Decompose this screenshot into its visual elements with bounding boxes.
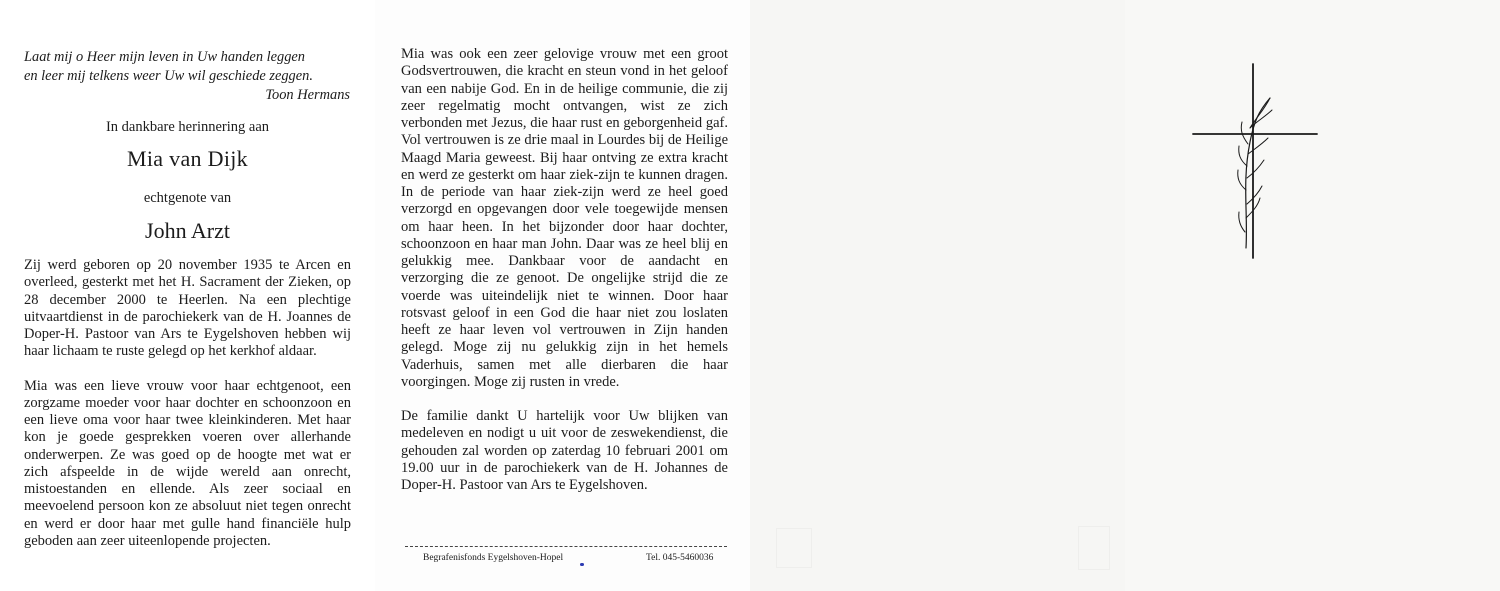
poem-line-2: en leer mij telkens weer Uw wil geschiede zeggen.: [24, 68, 313, 84]
back-panel: [750, 0, 1125, 591]
emboss-mark: [776, 528, 812, 568]
inner-left-panel: [0, 0, 375, 591]
spouse-name: John Arzt: [145, 218, 230, 243]
paragraph: Zij werd geboren op 20 november 1935 te Arcen en overleed, gesterkt met het H. Sacrament der Zieken, op 28 december 2000 te Heerlen. Na een plechtige uitvaartdienst in de parochiekerk van de H. Joannes de Doper-H. Pastoor van Ars te Eygelshoven hebben wij haar lichaam te ruste gelegd op het kerkhof aldaar.: [24, 257, 351, 360]
funeral-home: Begrafenisfonds Eygelshoven-Hopel: [423, 553, 564, 563]
paragraph: De familie dankt U hartelijk voor Uw blijken van medeleven en nodigt u uit voor de zeswekendienst, die gehouden zal worden op zaterdag 10 februari 2001 om 19.00 uur in de parochiekerk van de H. Johannes de Doper-H. Pastoor van Ars te Eygelshoven.: [401, 408, 728, 493]
poem-line-1: Laat mij o Heer mijn leven in Uw handen leggen: [24, 49, 305, 65]
dedication: In dankbare herinnering aan: [105, 119, 270, 135]
biography-column-2: [401, 46, 728, 511]
poem-author: Toon Hermans: [265, 87, 350, 103]
poem: [24, 48, 350, 105]
spouse-label: echtgenote van: [143, 190, 232, 206]
footer-divider: [405, 546, 727, 547]
biography-column-1: [24, 257, 351, 567]
paragraph: Mia was ook een zeer gelovige vrouw met een groot Godsvertrouwen, die kracht en steun vond in het geloof van een nabije God. En in de heilige communie, die zij zeer regelmatig mocht ontvangen, wist ze zich verbonden met Jezus, die haar rust en geborgenheid gaf. Vol vertrouwen is ze drie maal in Lourdes bij de Heilige Maagd Maria geweest. Bij haar ontving ze extra kracht en werd ze gesterkt om haar ziek-zijn te kunnen dragen. In de periode van haar ziek-zijn werd ze heel goed verzorgd en opgevangen door vele toegewijde mensen om haar heen. In het bijzonder door haar dochter, schoonzoon en haar man John. Daar was ze heel blij en gelukkig mee. Dankbaar voor de aandacht en verzorging die ze genoot. De ongelijke strijd die ze voerde was uiteindelijk niet te winnen. Door haar rotsvast geloof in een God die haar niet zou loslaten heeft ze haar leven vol vertrouwen in Zijn handen gelegd. Moge zij nu gelukkig zijn in het hemels Vaderhuis, samen met alle dierbaren die haar voorgingen. Moge zij rusten in vrede.: [401, 46, 728, 390]
cross-with-palm-icon: [1190, 62, 1320, 262]
ink-dot: [580, 563, 584, 566]
phone-number: Tel. 045-5460036: [646, 553, 714, 563]
paragraph: Mia was een lieve vrouw voor haar echtgenoot, een zorgzame moeder voor haar dochter en schoonzoon en een lieve oma voor haar twee kleinkinderen. Met haar kon je goede gesprekken voeren over allerhande onderwerpen. Ze was goed op de hoogte met wat er zich afspeelde in de wijde wereld aan onrecht, mistoestanden en ellende. Als zeer sociaal en meevoelend persoon kon ze absoluut niet tegen onrecht en werd er door haar met gulle hand financiële hulp geboden aan zeer uiteenlopende projecten.: [24, 377, 351, 549]
emboss-mark: [1078, 526, 1110, 570]
deceased-name: Mia van Dijk: [127, 146, 248, 171]
